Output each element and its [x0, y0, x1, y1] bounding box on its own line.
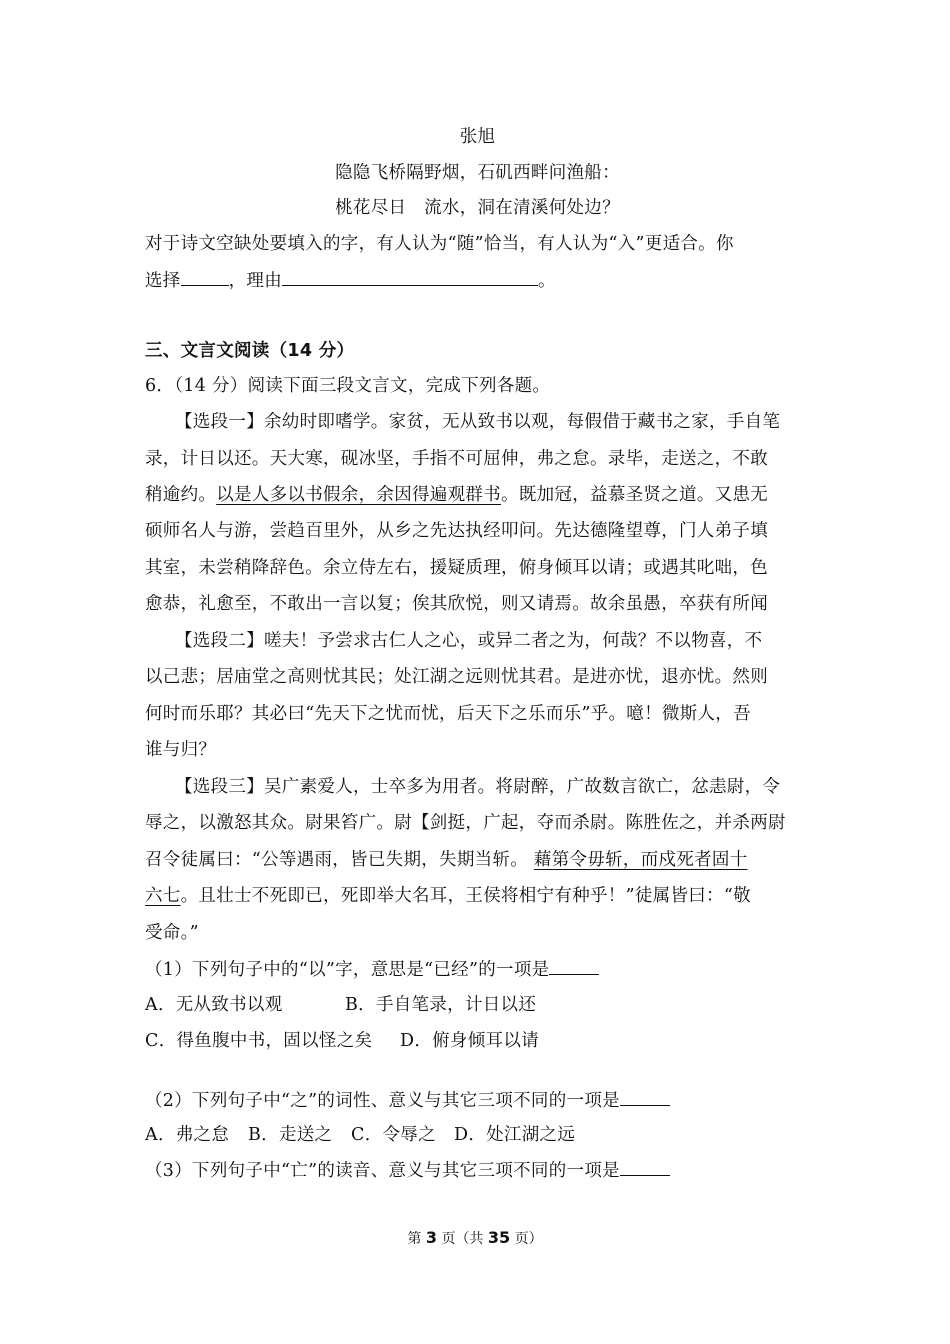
poem-author: 张旭	[459, 127, 496, 147]
p2-line-2: 以己悲；居庙堂之高则忧其民；处江湖之远则忧其君。是进亦忧，退亦忧。然则	[145, 667, 768, 687]
sub1-option-d[interactable]: D．俯身倾耳以请	[400, 1031, 539, 1051]
sub1-answer-blank[interactable]	[549, 956, 599, 975]
section-3-title: 三、文言文阅读（14 分）	[145, 341, 355, 361]
q5-answer-line	[145, 267, 810, 294]
p3-line-3-a: 召令徒属曰：“公等遇雨，皆已失期，失期当斩。	[145, 850, 534, 870]
p3-line-1: 【选段三】吴广素爱人，士卒多为用者。将尉醉，广故数言欲亡，忿恚尉，令	[175, 777, 781, 797]
p1-line-5: 其室，未尝稍降辞色。余立侍左右，援疑质理，俯身倾耳以请；或遇其叱咄，色	[145, 558, 768, 578]
sub3-answer-blank[interactable]	[620, 1157, 670, 1176]
sub2-stem: （2）下列句子中“之”的词性、意义与其它三项不同的一项是	[145, 1091, 620, 1111]
p2-line-4: 谁与归？	[145, 740, 217, 760]
sub2-option-a[interactable]: A．弗之怠	[145, 1125, 230, 1145]
q6-stem: 6．（14 分）阅读下面三段文言文，完成下列各题。	[145, 376, 551, 396]
p3-underlined-sentence-a: 藉第令毋斩，而戍死者固十	[533, 850, 748, 870]
p3-underlined-sentence-b: 六七	[145, 886, 181, 906]
footer-prefix: 第	[407, 1231, 422, 1247]
p3-line-4-b: 。且壮士不死即已，死即举大名耳，王侯将相宁有种乎！”徒属皆曰：“敬	[180, 886, 751, 906]
p3-line-4	[145, 883, 810, 909]
footer-middle: 页（共	[441, 1231, 484, 1247]
choose-blank[interactable]	[181, 267, 229, 286]
poem-line-1: 隐隐飞桥隔野烟，石矶西畔问渔船：	[335, 163, 620, 183]
footer-page-number: 3	[425, 1228, 437, 1247]
sub1-options-ab	[145, 992, 810, 1018]
q5-text: 对于诗文空缺处要填入的字，有人认为“随”恰当，有人认为“入”更适合。你	[145, 234, 734, 254]
sub2-answer-blank[interactable]	[620, 1087, 670, 1106]
p1-line-6: 愈恭，礼愈至，不敢出一言以复；俟其欣悦，则又请焉。故余虽愚，卒获有所闻	[145, 594, 768, 614]
sub3-stem-line	[145, 1157, 810, 1184]
footer-total-pages: 35	[487, 1228, 511, 1247]
reason-blank[interactable]	[282, 267, 538, 286]
p1-line-3	[145, 482, 810, 508]
sub2-option-c[interactable]: C．令辱之	[351, 1125, 436, 1145]
choose-label: 选择	[145, 271, 181, 291]
p3-line-3	[145, 847, 810, 873]
poem-line-2: 桃花尽日 流水，洞在清溪何处边？	[335, 198, 620, 218]
sub2-option-d[interactable]: D．处江湖之远	[454, 1125, 576, 1145]
p3-line-2: 辱之，以激怒其众。尉果笞广。尉【剑挺，广起，夺而杀尉。陈胜佐之，并杀两尉	[145, 813, 786, 833]
sub1-stem: （1）下列句子中的“以”字，意思是“已经”的一项是	[145, 960, 550, 980]
page-footer	[0, 1228, 950, 1248]
sub1-stem-line	[145, 956, 810, 983]
sub2-stem-line	[145, 1087, 810, 1114]
footer-suffix: 页）	[514, 1231, 543, 1247]
sub1-option-c[interactable]: C．得鱼腹中书，固以怪之矣	[145, 1031, 373, 1051]
sub1-option-b[interactable]: B．手自笔录，计日以还	[345, 995, 537, 1015]
p2-line-3: 何时而乐耶？其必曰“先天下之忧而忧，后天下之乐而乐”乎。噫！微斯人，吾	[145, 704, 751, 724]
sub2-option-b[interactable]: B．走送之	[248, 1125, 333, 1145]
p1-line-4: 硕师名人与游，尝趋百里外，从乡之先达执经叩问。先达德隆望尊，门人弟子填	[145, 521, 768, 541]
sub2-options	[145, 1122, 810, 1148]
sub1-option-a[interactable]: A．无从致书以观	[145, 995, 283, 1015]
p1-line-3-a: 稍逾约。	[145, 485, 217, 505]
sub3-stem: （3）下列句子中“亡”的读音、意义与其它三项不同的一项是	[145, 1161, 620, 1181]
p1-line-2: 录，计日以还。天大寒，砚冰坚，手指不可屈伸，弗之怠。录毕，走送之，不敢	[145, 449, 768, 469]
p3-line-5: 受命。”	[145, 923, 199, 943]
sub1-options-cd	[145, 1028, 810, 1054]
reason-label: ，理由	[228, 271, 283, 291]
end-mark: 。	[538, 271, 556, 291]
p2-line-1: 【选段二】嗟夫！予尝求古仁人之心，或异二者之为，何哉？不以物喜，不	[175, 631, 763, 651]
p1-line-1: 【选段一】余幼时即嗜学。家贫，无从致书以观，每假借于藏书之家，手自笔	[175, 412, 781, 432]
p1-line-3-b: 。既加冠，益慕圣贤之道。又患无	[501, 485, 769, 505]
p1-underlined-sentence: 以是人多以书假余，余因得遍观群书	[216, 485, 502, 505]
